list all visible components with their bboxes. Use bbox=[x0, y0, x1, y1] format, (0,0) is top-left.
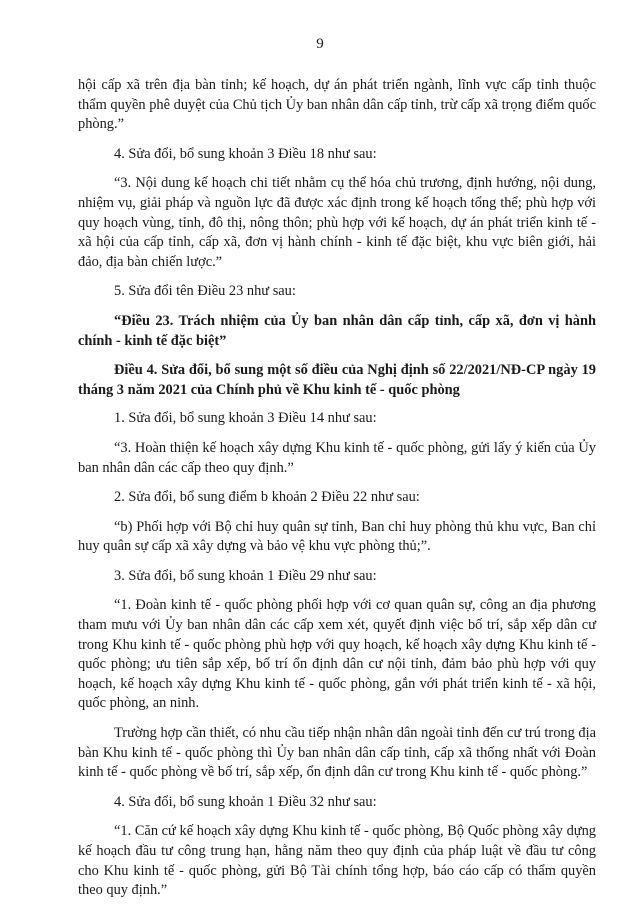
quoted-clause-3-kkt: “3. Hoàn thiện kế hoạch xây dựng Khu kinh tế - quốc phòng, gửi lấy ý kiến của Ủy ban nhân dân các cấp theo quy định.” bbox=[78, 439, 596, 476]
amendment-item-5: 5. Sửa đổi tên Điều 23 như sau: bbox=[114, 283, 296, 300]
quoted-clause-1-art29-cont: Trường hợp cần thiết, có nhu cầu tiếp nhận nhân dân ngoài tỉnh đến cư trú trong địa bàn Khu kinh tế - quốc phòng thì Ủy ban nhân dân cấp tỉnh, cấp xã thống nhất với Đoàn kinh tế - quốc phòng về bố trí, sắp xếp, ổn định dân cư trong Khu kinh tế - quốc phòng.” bbox=[78, 725, 596, 781]
amendment-item-4b: 4. Sửa đổi, bổ sung khoản 1 Điều 32 như sau: bbox=[114, 793, 377, 810]
paragraph-continuation: hội cấp xã trên địa bàn tỉnh; kế hoạch, dự án phát triển ngành, lĩnh vực cấp tỉnh thuộc thẩm quyền phê duyệt của Chủ tịch Ủy ban nhân dân cấp tỉnh, trừ cấp xã trọng điểm quốc phòng.” bbox=[78, 77, 596, 133]
amendment-item-3: 3. Sửa đổi, bổ sung khoản 1 Điều 29 như sau: bbox=[114, 567, 377, 584]
quoted-clause-1-art29: “1. Đoàn kinh tế - quốc phòng phối hợp với cơ quan quân sự, công an địa phương tham mưu với Ủy ban nhân dân các cấp xem xét, quyết định việc bố trí, sắp xếp dân cư trong Khu kinh tế - quốc phòng phù hợp với quy hoạch, kế hoạch xây dựng Khu kinh tế - quốc phòng; ưu tiên sắp xếp, bố trí ổn định dân cư nội tỉnh, đảm bảo phù hợp với quy hoạch, kế hoạch xây dựng Khu kinh tế - quốc phòng, gắn với phát triển kinh tế - xã hội, quốc phòng, an ninh. bbox=[78, 597, 596, 712]
amendment-item-4: 4. Sửa đổi, bổ sung khoản 3 Điều 18 như sau: bbox=[114, 145, 377, 162]
article-4-heading: Điều 4. Sửa đổi, bổ sung một số điều của Nghị định số 22/2021/NĐ-CP ngày 19 tháng 3 năm 2021 của Chính phủ về Khu kinh tế - quốc phòng bbox=[78, 362, 596, 398]
quoted-clause-3: “3. Nội dung kế hoạch chi tiết nhằm cụ thể hóa chủ trương, định hướng, nội dung, nhiệm vụ, giải pháp và nguồn lực đã được xác định trong kế hoạch tổng thể; phù hợp với quy hoạch vùng, tỉnh, đô thị, nông thôn; phù hợp với kế hoạch, dự án phát triển kinh tế - xã hội của cấp tỉnh, cấp xã, đơn vị hành chính - kinh tế đặc biệt, khu vực biên giới, hải đảo, địa bàn chiến lược.” bbox=[78, 175, 596, 270]
quoted-point-b: “b) Phối hợp với Bộ chỉ huy quân sự tỉnh, Ban chỉ huy phòng thủ khu vực, Ban chỉ huy quân sự cấp xã xây dựng và bảo vệ khu vực phòng thủ;”. bbox=[78, 518, 596, 555]
page-number: 9 bbox=[316, 36, 324, 52]
amendment-item-1: 1. Sửa đổi, bổ sung khoản 3 Điều 14 như sau: bbox=[114, 410, 377, 427]
document-body bbox=[78, 76, 596, 911]
quoted-clause-1-art32: “1. Căn cứ kế hoạch xây dựng Khu kinh tế - quốc phòng, Bộ Quốc phòng xây dựng kế hoạch đầu tư công trung hạn, hằng năm theo quy định của pháp luật về đầu tư công cho Khu kinh tế - quốc phòng, gửi Bộ Tài chính tổng hợp, báo cáo cấp có thẩm quyền theo quy định.” bbox=[78, 823, 596, 899]
amendment-item-2: 2. Sửa đổi, bổ sung điểm b khoản 2 Điều 22 như sau: bbox=[114, 489, 420, 506]
article-23-title: “Điều 23. Trách nhiệm của Ủy ban nhân dân cấp tỉnh, cấp xã, đơn vị hành chính - kinh tế đặc biệt” bbox=[78, 312, 596, 349]
